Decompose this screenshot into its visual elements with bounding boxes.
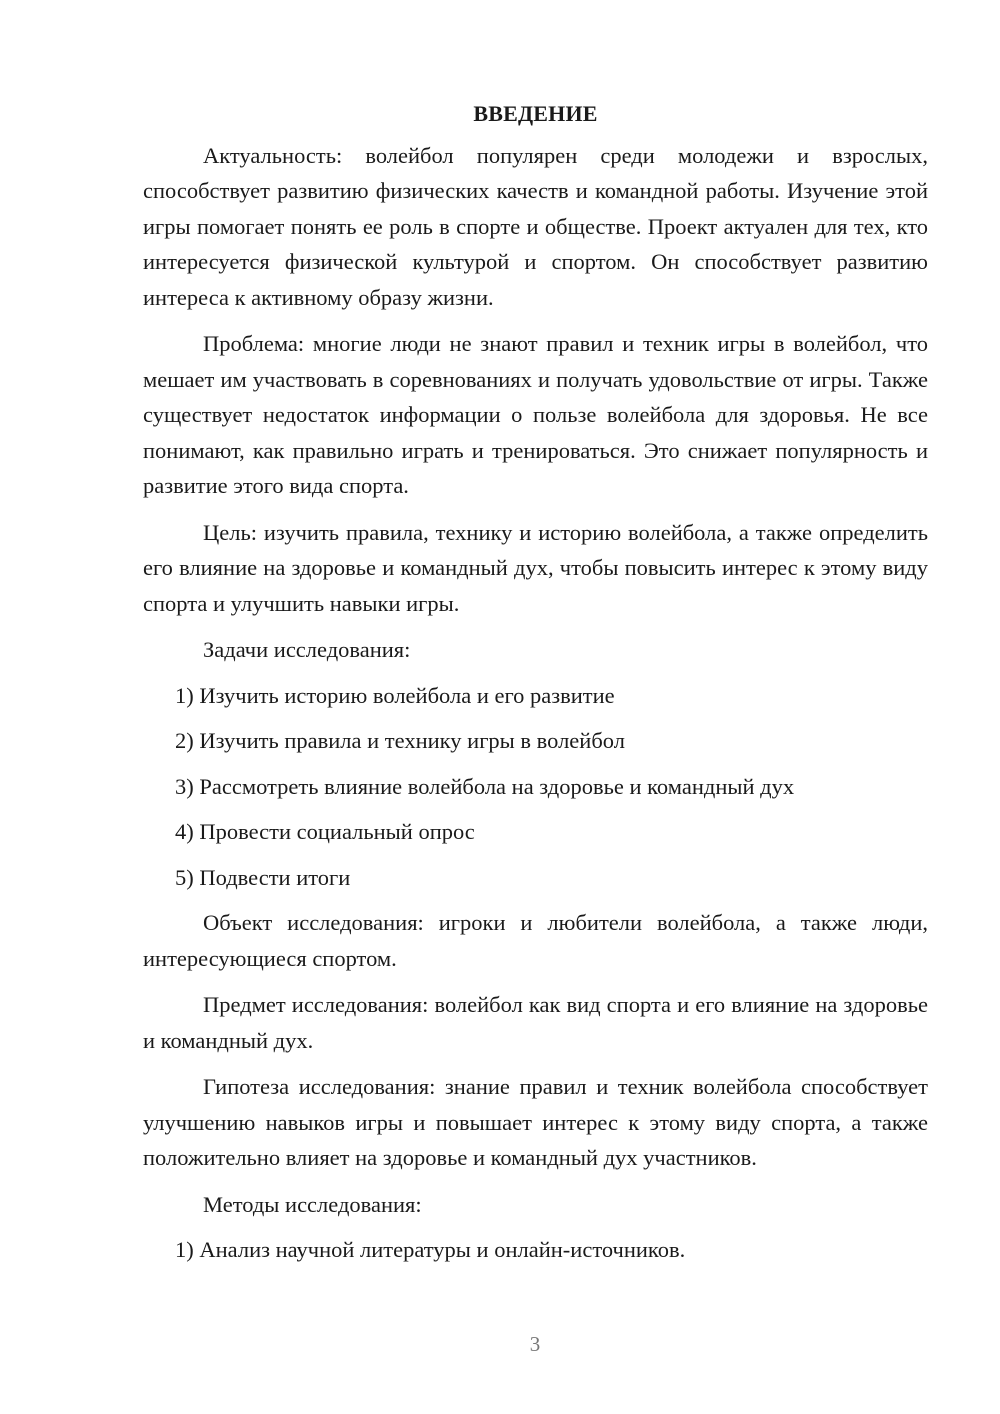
page-number: 3 — [529, 1332, 541, 1356]
task-item: 3) Рассмотреть влияние волейбола на здоровье и командный дух — [175, 773, 795, 799]
section-heading: ВВЕДЕНИЕ — [473, 101, 598, 126]
paragraph-hypothesis: Гипотеза исследования: знание правил и техник волейбола способствует улучшению навыков игры и повышает интерес к этому виду спорта, а также положительно влияет на здоровье и командный дух участников. — [143, 1074, 928, 1170]
page-content — [143, 96, 928, 1278]
task-item: 2) Изучить правила и технику игры в волейбол — [175, 728, 625, 753]
methods-label: Методы исследования: — [203, 1191, 422, 1217]
method-item: 1) Анализ научной литературы и онлайн-источников. — [175, 1237, 686, 1262]
task-item: 4) Провести социальный опрос — [175, 819, 475, 844]
paragraph-goal: Цель: изучить правила, технику и историю волейбола, а также определить его влияние на здоровье и командный дух, чтобы повысить интерес к этому виду спорта и улучшить навыки игры. — [143, 519, 928, 616]
task-item: 5) Подвести итоги — [175, 864, 351, 890]
tasks-label: Задачи исследования: — [203, 637, 411, 662]
paragraph-object: Объект исследования: игроки и любители волейбола, а также люди, интересующиеся спортом. — [143, 910, 928, 971]
task-item: 1) Изучить историю волейбола и его развитие — [175, 682, 615, 708]
paragraph-problem: Проблема: многие люди не знают правил и техник игры в волейбол, что мешает им участвовать в соревнованиях и получать удовольствие от игры. Также существует недостаток информации о пользе волейбола для здоровья. Не все понимают, как правильно играть и тренироваться. Это снижает популярность и развитие этого вида спорта. — [143, 331, 928, 498]
paragraph-subject: Предмет исследования: волейбол как вид спорта и его влияние на здоровье и командный дух. — [143, 992, 928, 1053]
paragraph-relevance: Актуальность: волейбол популярен среди молодежи и взрослых, способствует развитию физических качеств и командной работы. Изучение этой игры помогает понять ее роль в спорте и обществе. Проект актуален для тех, кто интересуется физической культурой и спортом. Он способствует развитию интереса к активному образу жизни. — [143, 142, 928, 310]
